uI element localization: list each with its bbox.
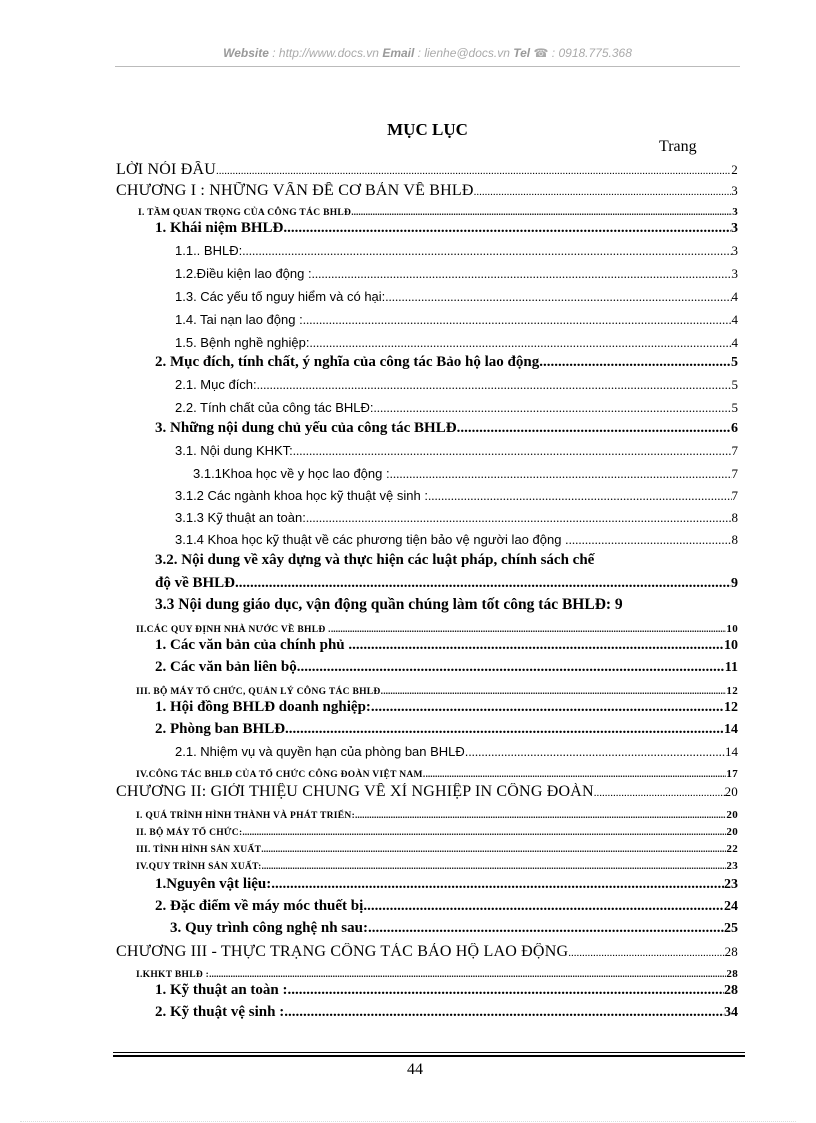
toc-entry[interactable]: III. TÌNH HÌNH SẢN XUẤT ..... 22: [136, 843, 738, 855]
website-value: : http://www.docs.vn: [272, 46, 379, 60]
toc-entry-line[interactable]: 3.3 Nội dung giáo dục, vận động quần chúng làm tốt công tác BHLĐ: 9: [155, 596, 623, 613]
email-label: Email: [382, 46, 415, 60]
toc-entry[interactable]: IV.CÔNG TÁC BHLĐ CỦA TỔ CHỨC CÔNG ĐOÀN VIỆT NAM. ..... 17: [136, 768, 738, 780]
toc-entry[interactable]: 2. Kỹ thuật vệ sinh : ..... 34: [155, 1004, 738, 1021]
toc-entry[interactable]: 1. Kỹ thuật an toàn : ..... 28: [155, 982, 738, 999]
toc-entry[interactable]: 3. Quy trình công nghệ nh sau: ..... 25: [170, 920, 738, 937]
toc-entry[interactable]: 1.1.. BHLĐ: ..... 3: [175, 243, 738, 259]
toc-entry[interactable]: 2.1. Mục đích: ..... 5: [175, 377, 738, 393]
toc-entry[interactable]: 1. Các văn bản của chính phủ . ..... 10: [155, 637, 738, 654]
toc-entry[interactable]: 1.4. Tai nạn lao động : ..... 4: [175, 312, 738, 328]
toc-entry[interactable]: I.KHKT BHLĐ : ..... 28: [136, 968, 738, 980]
phone-icon: ☎: [533, 46, 549, 60]
toc-entry[interactable]: 2.1. Nhiệm vụ và quyền hạn của phòng ban BHLĐ. ..... 14: [175, 744, 738, 760]
page-title: MỤC LỤC: [387, 120, 468, 139]
toc-entry[interactable]: II. BỘ MÁY TỔ CHỨC: ..... 20: [136, 826, 738, 838]
toc-entry[interactable]: IV.QUY TRÌNH SẢN XUẤT: ..... 23: [136, 860, 738, 872]
toc-entry[interactable]: 2. Các văn bản liên bộ. ..... 11: [155, 659, 738, 676]
toc-entry[interactable]: II.CÁC QUY ĐỊNH NHÀ NƯỚC VỀ BHLĐ . ..... 10: [136, 623, 738, 635]
page-bottom-edge: [20, 1121, 796, 1122]
toc-entry[interactable]: III. BỘ MÁY TỔ CHỨC, QUẢN LÝ CÔNG TÁC BHLĐ. ..... 12: [136, 685, 738, 697]
toc-entry[interactable]: LỜI NÓI ĐẦU ..... 2: [116, 161, 738, 179]
page-number: 44: [407, 1061, 423, 1078]
toc-entry[interactable]: CHƯƠNG I : NHỮNG VẤN ĐỀ CƠ BẢN VỀ BHLĐ ..... 3: [116, 182, 738, 200]
toc-entry[interactable]: 1.Nguyên vật liệu: ..... 23: [155, 876, 738, 893]
website-label: Website: [223, 46, 269, 60]
header-divider: [115, 66, 740, 67]
toc-entry[interactable]: 3.1.2 Các ngành khoa học kỹ thuật vệ sinh : ..... 7: [175, 488, 738, 504]
footer-divider-thick: [113, 1055, 745, 1057]
toc-entry[interactable]: 2. Phòng ban BHLĐ. ..... 14: [155, 721, 738, 738]
tel-value: : 0918.775.368: [551, 46, 632, 60]
toc-entry[interactable]: 3. Những nội dung chủ yếu của công tác BHLĐ ..... 6: [155, 420, 738, 437]
toc-entry[interactable]: 1.2.Điều kiện lao động : ..... 3: [175, 266, 738, 282]
footer-divider: [113, 1052, 745, 1053]
toc-entry[interactable]: 3.1.3 Kỹ thuật an toàn: ..... 8: [175, 510, 738, 526]
toc-entry[interactable]: I. QUÁ TRÌNH HÌNH THÀNH VÀ PHÁT TRIỂN: ..... 20: [136, 809, 738, 821]
toc-entry[interactable]: độ về BHLĐ. ..... 9: [155, 575, 738, 592]
toc-entry[interactable]: 2. Đặc điểm về máy móc thuết bị ..... 24: [155, 898, 738, 915]
toc-entry[interactable]: CHƯƠNG III - THỰC TRẠNG CÔNG TÁC BẢO HỘ LAO ĐỘNG ..... 28: [116, 943, 738, 961]
toc-entry[interactable]: 3.1.1Khoa học về y học lao động : ..... 7: [193, 466, 738, 482]
toc-entry[interactable]: 1. Hội đồng BHLĐ doanh nghiệp: ..... 12: [155, 699, 738, 716]
toc-entry[interactable]: 3.1. Nội dung KHKT: ..... 7: [175, 443, 738, 459]
toc-entry[interactable]: CHƯƠNG II: GIỚI THIỆU CHUNG VỀ XÍ NGHIỆP IN CÔNG ĐOÀN ..... 20: [116, 783, 738, 801]
email-value: : lienhe@docs.vn: [417, 46, 510, 60]
page-header: [115, 46, 740, 60]
toc-entry[interactable]: 1. Khái niệm BHLĐ ..... 3: [155, 220, 738, 237]
page-column-label: Trang: [659, 138, 697, 155]
toc-entry[interactable]: 2.2. Tính chất của công tác BHLĐ: ..... 5: [175, 400, 738, 416]
toc-entry[interactable]: 2. Mục đích, tính chất, ý nghĩa của công tác Bảo hộ lao động ..... 5: [155, 354, 738, 371]
toc-entry[interactable]: I. TẦM QUAN TRỌNG CỦA CÔNG TÁC BHLĐ ..... 3: [138, 206, 738, 218]
toc-entry-line[interactable]: 3.2. Nội dung về xây dựng và thực hiện các luật pháp, chính sách chế: [155, 552, 595, 568]
tel-label: Tel: [513, 46, 531, 60]
toc-entry[interactable]: 3.1.4 Khoa học kỹ thuật về các phương tiện bảo vệ người lao động . ..... 8: [175, 532, 738, 548]
toc-entry[interactable]: 1.3. Các yếu tố nguy hiểm và có hại: ..... 4: [175, 289, 738, 305]
toc-entry[interactable]: 1.5. Bệnh nghề nghiệp: ..... 4: [175, 335, 738, 351]
